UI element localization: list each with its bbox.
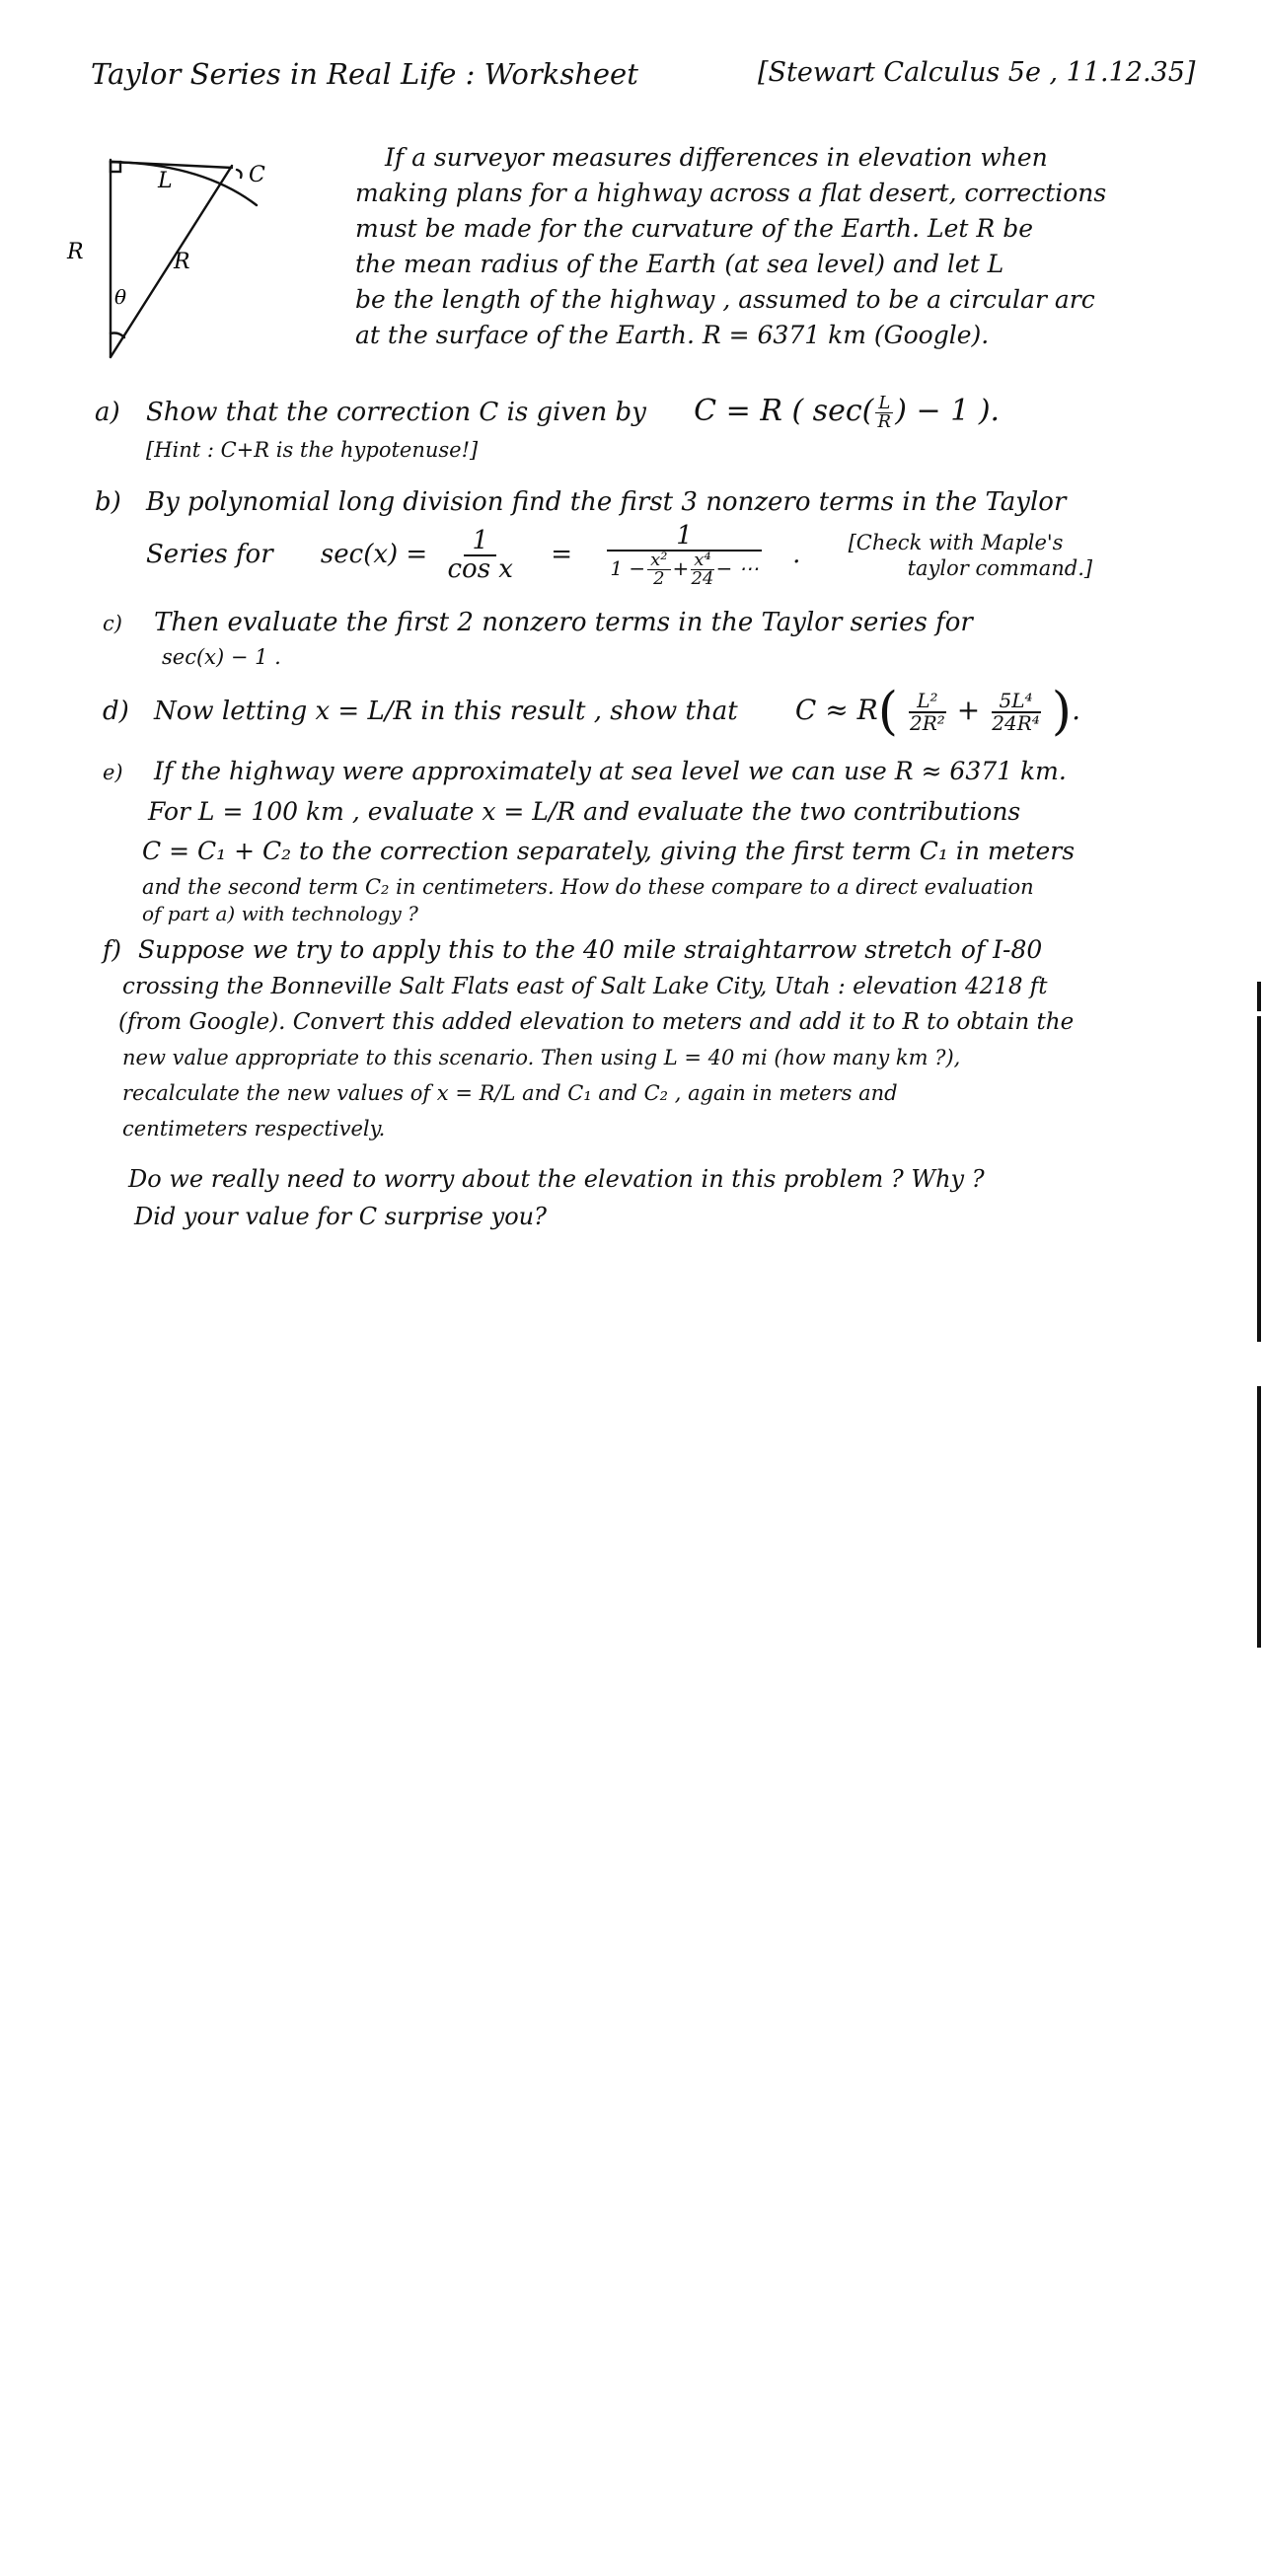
question-f-line-2: crossing the Bonneville Salt Flats east of Salt Lake City, Utah : elevation 4218 ft: [122, 974, 1048, 999]
question-e-line-4: and the second term C₂ in centimeters. How do these compare to a direct evaluation: [142, 875, 1034, 899]
question-f-label: f): [103, 935, 122, 964]
l2-denominator: 2R²: [909, 710, 945, 735]
label-R-center: R: [174, 250, 190, 274]
earth-curvature-diagram: [59, 148, 296, 375]
secx-text: sec(x) =: [320, 540, 428, 570]
question-f-line-1: Suppose we try to apply this to the 40 mile straightarrow stretch of I-80: [138, 935, 1043, 964]
x2-numerator: x²: [647, 552, 670, 570]
intro-line-4: the mean radius of the Earth (at sea level) and let L: [355, 250, 1004, 278]
scan-edge-mark-middle: [1257, 1016, 1261, 1342]
left-paren: (: [877, 682, 898, 742]
question-b-label: b): [95, 487, 121, 517]
question-d-text: Now letting x = L/R in this result , show that: [154, 697, 738, 726]
fraction-numerator: L: [875, 395, 893, 413]
x4-term: [691, 552, 713, 588]
denominator-one: 1 −: [610, 556, 646, 581]
approx-expression: C ≈ R: [794, 694, 878, 726]
question-f-line-6: centimeters respectively.: [122, 1117, 386, 1141]
closing-line-2: Did your value for C surprise you?: [134, 1203, 547, 1230]
fraction-denominator: R: [877, 410, 892, 432]
question-f-line-4: new value appropriate to this scenario. Then using L = 40 mi (how many km ?),: [122, 1046, 961, 1069]
scan-edge-mark-top: [1257, 982, 1261, 1011]
question-a: [95, 393, 1000, 469]
textbook-reference: [Stewart Calculus 5e , 11.12.35]: [758, 57, 1196, 88]
angle-arc: [111, 333, 124, 338]
question-b-line-1: By polynomial long division find the first 3 nonzero terms in the Taylor: [146, 487, 1067, 517]
correction-bracket: [237, 170, 242, 178]
question-e-line-3: C = C₁ + C₂ to the correction separately, giving the first term C₁ in meters: [142, 837, 1076, 865]
hypotenuse-line: [111, 166, 232, 357]
intro-line-6: at the surface of the Earth. R = 6371 km (Google).: [355, 321, 990, 349]
intro-line-3: must be made for the curvature of the Earth. Let R be: [355, 214, 1033, 243]
question-c-line-2: sec(x) − 1 .: [162, 645, 281, 669]
scan-edge-mark-bottom: [1257, 1386, 1261, 1648]
worksheet-title: Taylor Series in Real Life : Worksheet: [91, 57, 638, 91]
label-L: L: [158, 169, 173, 193]
maple-check-note: [849, 530, 1092, 581]
question-c: [103, 604, 973, 672]
question-c-label: c): [103, 612, 122, 635]
question-f-line-5: recalculate the new values of x = R/L and C₁ and C₂ , again in meters and: [122, 1081, 898, 1105]
l2-term: [904, 688, 951, 735]
right-paren: ): [1051, 682, 1073, 742]
question-e-line-1: If the highway were approximately at sea level we can use R ≈ 6371 km.: [154, 757, 1067, 785]
one-over-cosx: [441, 525, 519, 585]
question-a-label: a): [95, 398, 120, 427]
one-over-cosx-denominator: cos x: [447, 554, 513, 585]
intro-line-2: making plans for a highway across a flat desert, corrections: [355, 179, 1107, 207]
question-f: [103, 931, 1074, 1146]
question-a-text: Show that the correction C is given by: [146, 398, 646, 427]
x2-denominator: 2: [653, 568, 665, 590]
formula-fraction: [875, 392, 893, 432]
one-over-cosx-numerator: 1: [464, 528, 496, 556]
approx-period: .: [1072, 694, 1080, 726]
question-e-line-2: For L = 100 km , evaluate x = L/R and evaluate the two contributions: [148, 797, 1021, 826]
correction-formula-rhs: ) − 1 ).: [895, 394, 1001, 428]
l4-term: [986, 688, 1046, 735]
intro-paragraph: [355, 140, 1184, 353]
question-e: [103, 752, 1075, 924]
closing-questions: [128, 1160, 985, 1235]
maple-check-line-2: taylor command.]: [907, 556, 1093, 581]
l2-numerator: L²: [909, 691, 945, 713]
x2-term: [647, 552, 670, 588]
question-c-line-1: Then evaluate the first 2 nonzero terms in the Taylor series for: [154, 608, 973, 637]
question-e-line-5: of part a) with technology ?: [142, 902, 418, 925]
intro-line-5: be the length of the highway , assumed to be a circular arc: [355, 285, 1095, 314]
approx-plus: +: [956, 694, 981, 726]
denominator-tail: − ⋯: [715, 556, 759, 581]
intro-line-1: If a surveyor measures differences in elevation when: [385, 143, 1048, 172]
label-R-left: R: [67, 240, 84, 264]
long-division-numerator: 1: [607, 523, 762, 552]
correction-formula-lhs: C = R ( sec(: [694, 394, 874, 428]
l4-numerator: 5L⁴: [992, 691, 1041, 713]
long-division-denominator: [604, 552, 764, 588]
question-b: [95, 483, 1092, 588]
denominator-plus: +: [672, 556, 690, 581]
question-e-label: e): [103, 761, 123, 784]
x4-denominator: 24: [691, 568, 714, 590]
closing-line-1: Do we really need to worry about the elevation in this problem ? Why ?: [128, 1165, 985, 1193]
long-division-fraction: [604, 523, 764, 588]
question-d: [103, 681, 1080, 742]
series-for-text: Series for: [146, 540, 273, 570]
maple-check-line-1: [Check with Maple's: [848, 531, 1064, 555]
l4-denominator: 24R⁴: [992, 710, 1040, 735]
equals-sign: =: [551, 540, 573, 570]
question-a-hint: [Hint : C+R is the hypotenuse!]: [146, 438, 479, 462]
fraction-period: .: [792, 540, 801, 570]
question-d-label: d): [103, 697, 129, 726]
x4-numerator: x⁴: [691, 552, 713, 570]
label-C: C: [249, 163, 265, 187]
question-f-line-3: (from Google). Convert this added elevation to meters and add it to R to obtain the: [118, 1009, 1075, 1035]
earth-arc: [111, 162, 257, 205]
label-theta: θ: [114, 285, 127, 309]
